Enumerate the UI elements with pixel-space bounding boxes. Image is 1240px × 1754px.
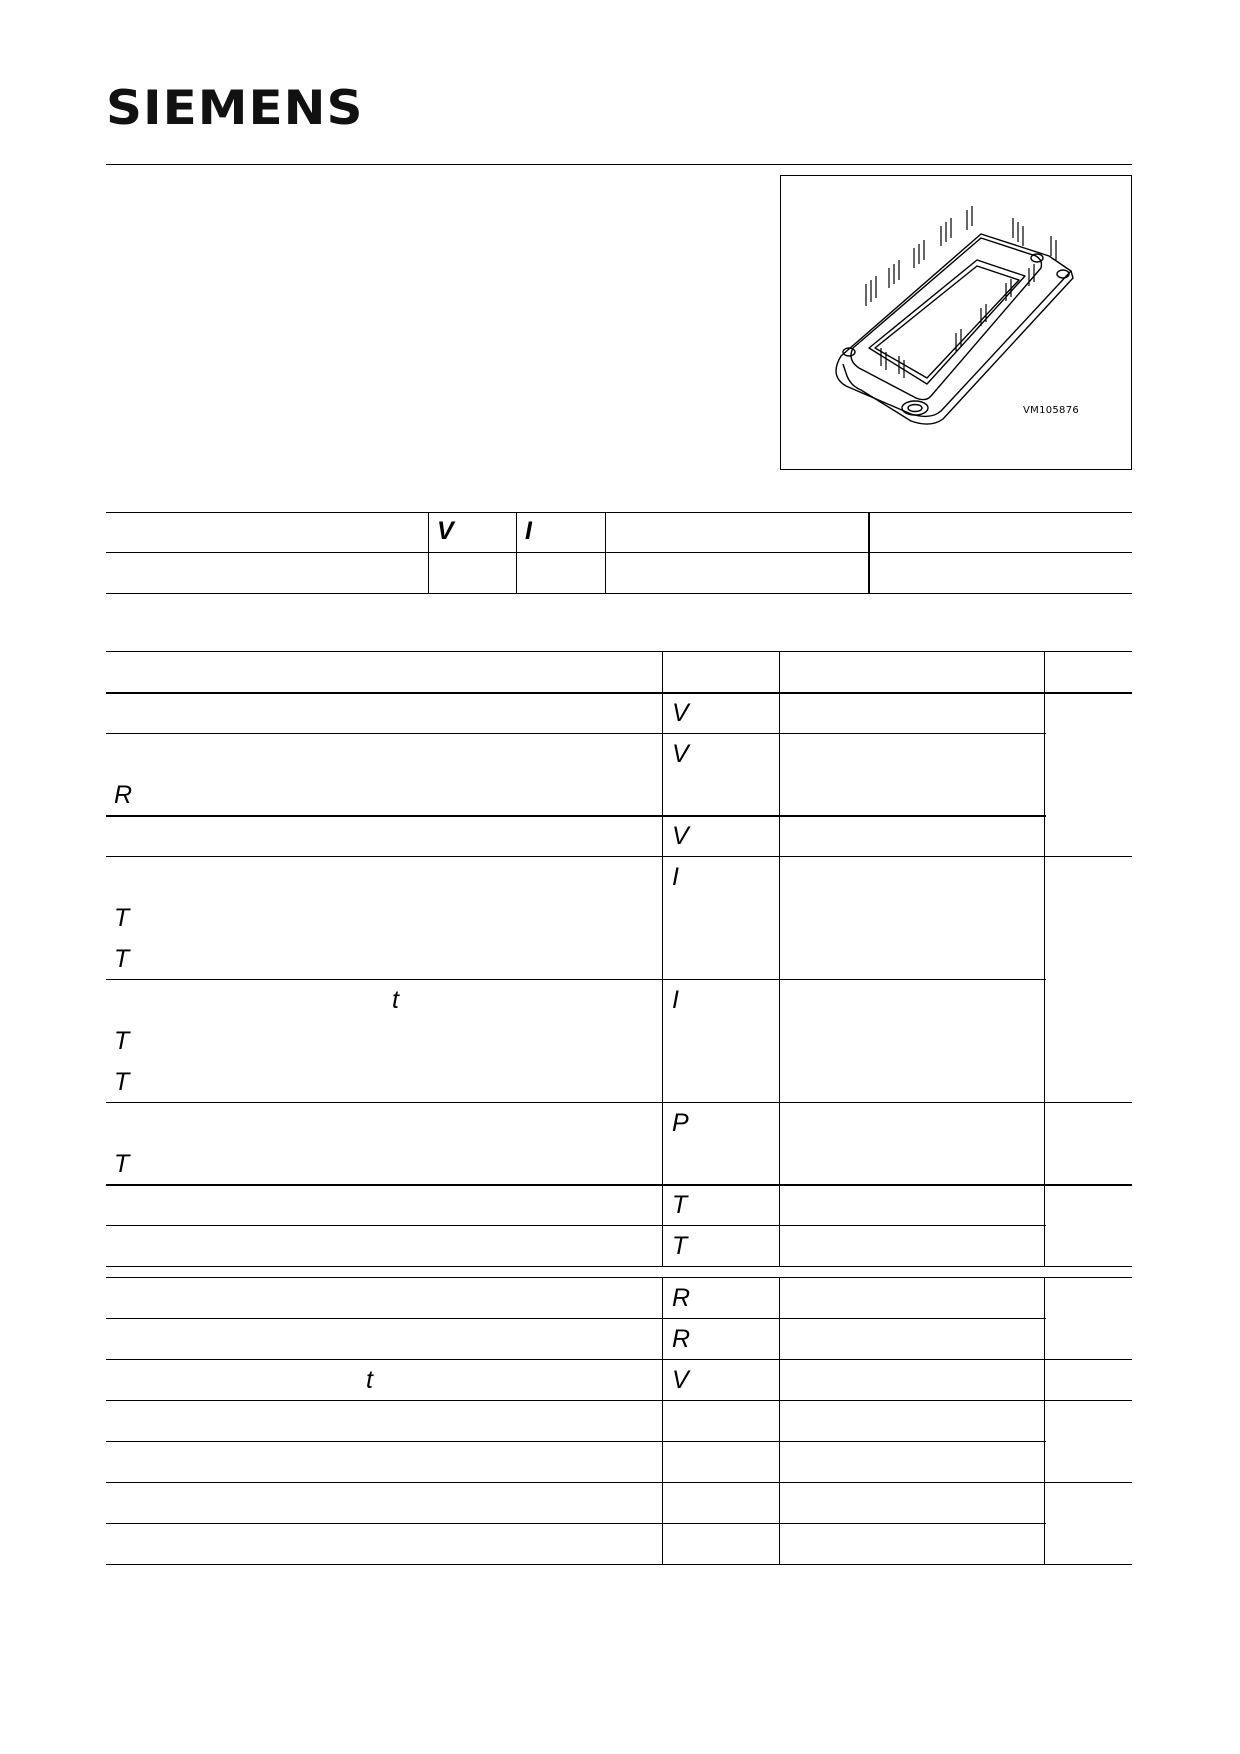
ratings-table-bottom-border [106,1564,1132,1565]
parameter-symbol: T [114,1150,130,1178]
symbol-cell: P [672,1109,689,1137]
ratings-table-row-border [106,1318,1046,1319]
symbol-cell: I [672,986,679,1014]
ratings-table-row-border [106,1359,1132,1360]
summary-header-voltage: V [437,517,454,545]
igbt-module-drawing-icon [781,176,1131,469]
summary-table-column-divider [605,512,606,594]
symbol-cell: T [672,1191,688,1219]
symbol-cell: I [672,863,679,891]
symbol-cell: V [672,822,689,850]
ratings-table-row-border [106,1482,1132,1483]
symbol-cell: V [672,1366,689,1394]
header-divider [106,164,1132,165]
symbol-cell: V [672,740,689,768]
summary-table-top-border [106,512,1132,513]
parameter-symbol: T [114,904,130,932]
ratings-table-row-border [106,979,1046,980]
ratings-table-row-border [106,1400,1132,1401]
ratings-table-row-border [106,1225,1046,1226]
ratings-table-column-divider [779,651,780,1266]
summary-header-current: I [525,517,532,545]
symbol-cell: R [672,1284,691,1312]
parameter-symbol: t [392,986,399,1014]
ratings-table-section-border [106,1266,1132,1267]
parameter-symbol: T [114,945,130,973]
symbol-cell: T [672,1232,688,1260]
siemens-logo: SIEMENS [106,80,364,136]
summary-table-column-divider [428,512,429,594]
summary-table-column-divider [516,512,517,594]
ratings-table-header-border [106,692,1132,694]
ratings-table-row-border [106,733,1046,734]
parameter-symbol: T [114,1027,130,1055]
symbol-cell: R [672,1325,691,1353]
ratings-table-column-divider [1044,651,1045,1266]
package-image-frame [780,175,1132,470]
summary-table-bottom-border [106,593,1132,594]
ratings-table-row-border [106,1102,1132,1103]
parameter-symbol: t [366,1366,373,1394]
ratings-table-top-border [106,651,1132,652]
ratings-table-row-border [106,815,1046,817]
parameter-symbol: R [114,781,133,809]
parameter-symbol: T [114,1068,130,1096]
summary-table-middle-border [106,552,1132,553]
ratings-table-row-border [106,1441,1046,1442]
ratings-table-section-border [106,1277,1132,1278]
ratings-table-column-divider [1044,1277,1045,1565]
ratings-table-row-border [106,1523,1046,1524]
ratings-table-column-divider [662,1277,663,1565]
ratings-table-column-divider [662,651,663,1266]
symbol-cell: V [672,699,689,727]
ratings-table-row-border [106,1184,1132,1186]
summary-table-column-divider [868,512,870,594]
package-caption: VM105876 [1023,405,1080,416]
ratings-table-row-border [106,856,1132,857]
ratings-table-column-divider [779,1277,780,1565]
